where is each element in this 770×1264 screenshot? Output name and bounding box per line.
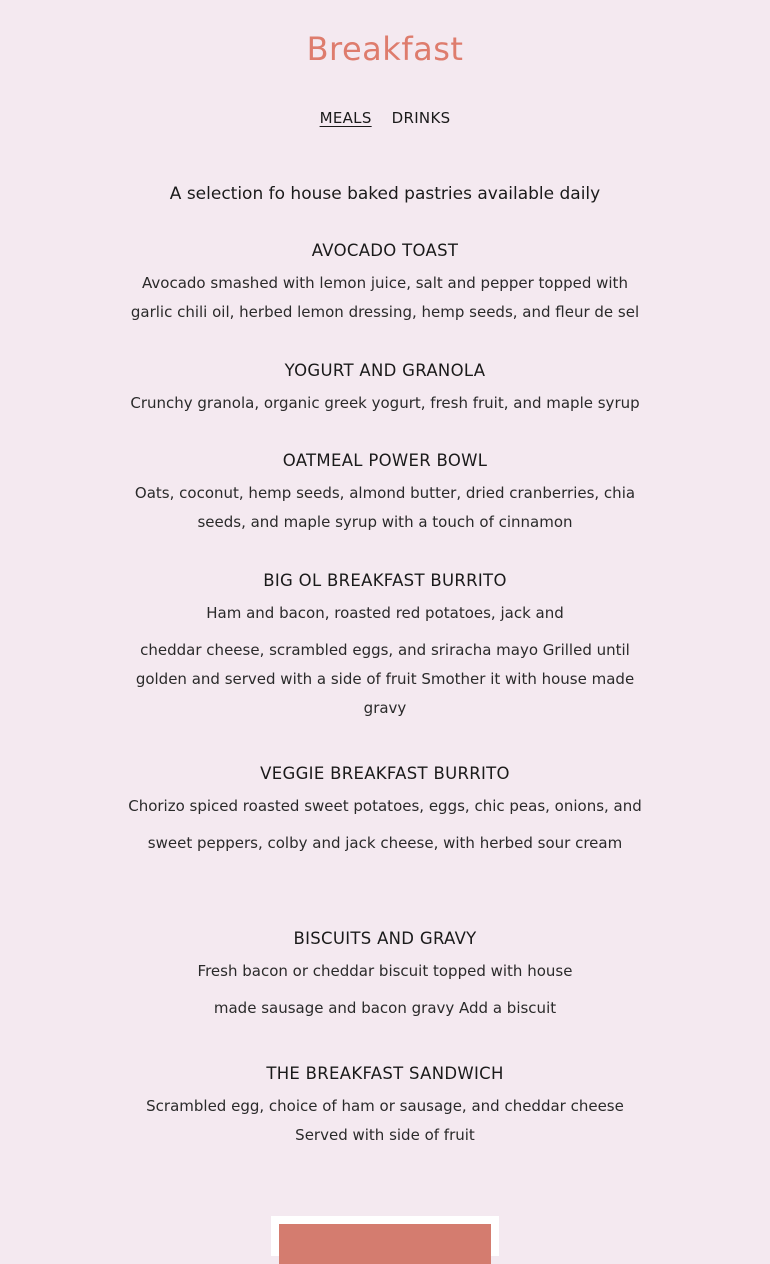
menu-tabs	[0, 108, 770, 128]
menu-intro: A selection fo house baked pastries available daily	[169, 184, 601, 204]
menu-item-description: Chorizo spiced roasted sweet potatoes, eggs, chic peas, onions, and	[128, 797, 642, 815]
menu-item-name: VEGGIE BREAKFAST BURRITO	[260, 764, 510, 783]
menu-item-description: Fresh bacon or cheddar biscuit topped with house	[197, 962, 573, 980]
menu-item-description: Scrambled egg, choice of ham or sausage, and cheddar cheese Served with side of fruit	[146, 1097, 624, 1144]
menu-item-description: Avocado smashed with lemon juice, salt and pepper topped with garlic chili oil, herbed lemon dressing, hemp seeds, and fleur de sel	[130, 274, 640, 321]
page-title: Breakfast	[306, 30, 464, 68]
menu-item-name: OATMEAL POWER BOWL	[282, 451, 488, 470]
menu-item-description: made sausage and bacon gravy Add a biscuit	[213, 999, 557, 1017]
menu-item-yogurt-and-granola	[120, 360, 650, 418]
menu-item-name: AVOCADO TOAST	[311, 241, 459, 260]
menu-item-the-breakfast-sandwich	[120, 1063, 650, 1150]
order-button[interactable]	[279, 1224, 491, 1264]
menu-item-big-ol-breakfast-burrito	[120, 570, 650, 723]
tab-drinks[interactable]: DRINKS	[391, 109, 451, 127]
tab-meals[interactable]: MEALS	[319, 109, 372, 127]
menu-item-name: YOGURT AND GRANOLA	[284, 361, 486, 380]
menu-item-oatmeal-power-bowl	[120, 450, 650, 537]
menu-item-name: THE BREAKFAST SANDWICH	[266, 1064, 504, 1083]
menu-item-name: BISCUITS AND GRAVY	[293, 929, 477, 948]
menu-item-description: Crunchy granola, organic greek yogurt, fresh fruit, and maple syrup	[130, 394, 640, 412]
menu-item-biscuits-and-gravy	[120, 928, 650, 1023]
menu-item-avocado-toast	[120, 240, 650, 327]
menu-item-description: Oats, coconut, hemp seeds, almond butter, dried cranberries, chia seeds, and maple syrup with a touch of cinnamon	[134, 484, 636, 531]
menu-item-veggie-breakfast-burrito	[120, 763, 650, 858]
menu-item-description: sweet peppers, colby and jack cheese, with herbed sour cream	[147, 834, 623, 852]
order-button-frame	[271, 1216, 499, 1256]
menu-item-description: cheddar cheese, scrambled eggs, and sriracha mayo Grilled until golden and served with a side of fruit Smother it with house made gravy	[135, 641, 635, 717]
menu-item-name: BIG OL BREAKFAST BURRITO	[263, 571, 507, 590]
menu-item-description: Ham and bacon, roasted red potatoes, jack and	[206, 604, 564, 622]
